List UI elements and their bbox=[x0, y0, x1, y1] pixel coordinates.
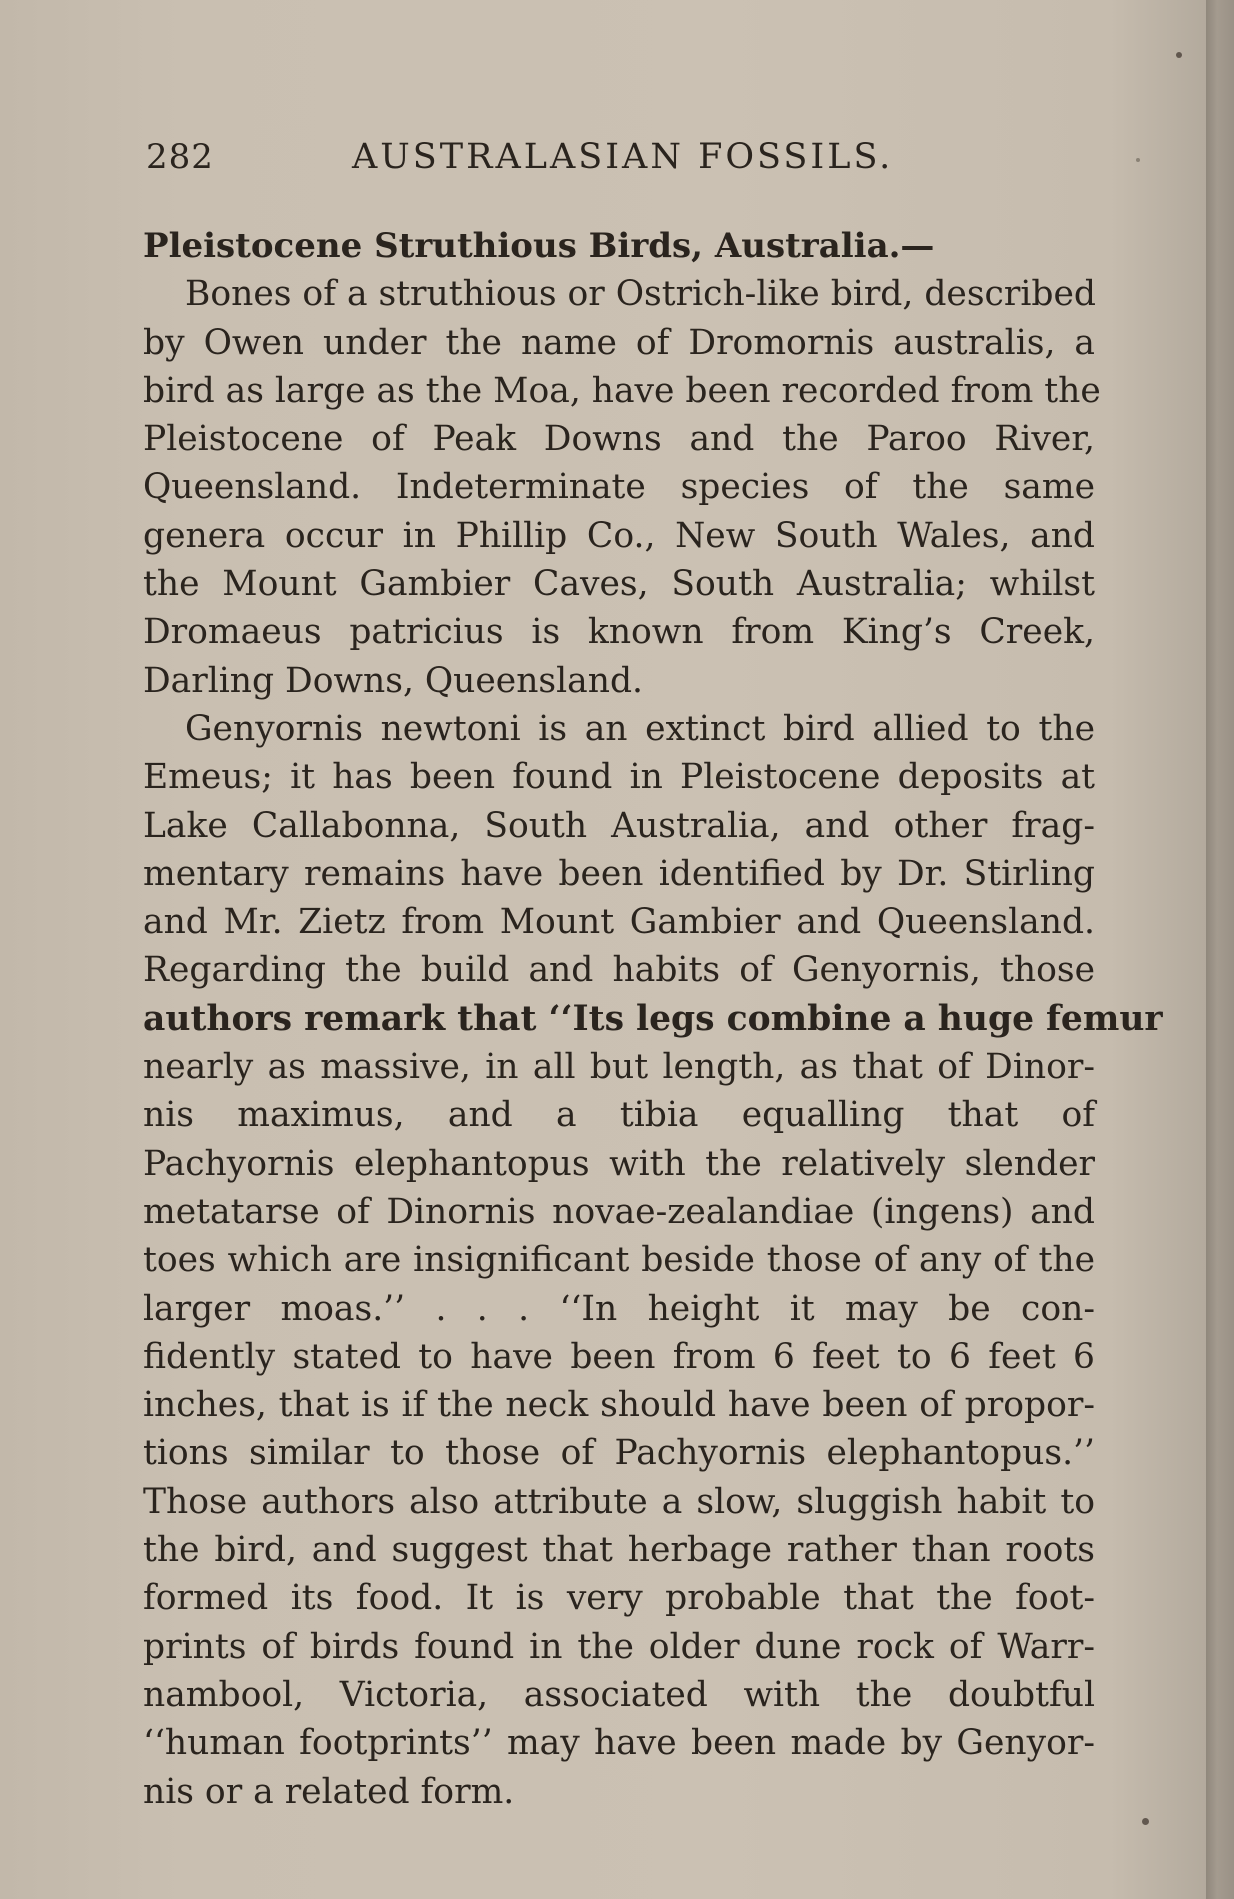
text-line: Lake Callabonna, South Australia, and other frag- bbox=[143, 805, 1095, 846]
page-number: 282 bbox=[146, 137, 214, 177]
text-line: Pachyornis elephantopus with the relatively slender bbox=[143, 1143, 1095, 1184]
text-line: Pleistocene of Peak Downs and the Paroo River, bbox=[143, 419, 1095, 460]
text-line: metatarse of Dinornis novae-zealandiae (ingens) and bbox=[143, 1191, 1095, 1232]
text-line: genera occur in Phillip Co., New South Wales, and bbox=[143, 515, 1095, 556]
text-line: Regarding the build and habits of Genyornis, those bbox=[143, 950, 1095, 991]
running-head bbox=[146, 137, 906, 187]
text-line: Dromaeus patricius is known from King’s Creek, bbox=[143, 612, 1095, 653]
text-line: nis or a related form. bbox=[143, 1771, 515, 1812]
text-line: toes which are insignificant beside those of any of the bbox=[143, 1240, 1095, 1281]
text-line: by Owen under the name of Dromornis australis, a bbox=[143, 322, 1095, 363]
text-line: nambool, Victoria, associated with the doubtful bbox=[143, 1674, 1095, 1715]
text-line: larger moas.’’ . . . ‘‘In height it may be con- bbox=[143, 1288, 1095, 1329]
text-line: fidently stated to have been from 6 feet to 6 feet 6 bbox=[143, 1336, 1095, 1377]
text-line: tions similar to those of Pachyornis elephantopus.’’ bbox=[143, 1433, 1095, 1474]
text-line: bird as large as the Moa, have been recorded from the bbox=[143, 370, 1101, 411]
section-heading: Pleistocene Struthious Birds, Australia.— bbox=[143, 226, 935, 266]
text-line: Genyornis newtoni is an extinct bird allied to the bbox=[185, 708, 1095, 749]
paper-speck bbox=[1136, 158, 1140, 162]
text-line: nis maximus, and a tibia equalling that of bbox=[143, 1095, 1095, 1136]
text-line: Bones of a struthious or Ostrich-like bird, described bbox=[185, 274, 1096, 315]
paper-speck bbox=[1142, 1818, 1149, 1825]
text-line: the Mount Gambier Caves, South Australia; whilst bbox=[143, 564, 1095, 605]
text-line: prints of birds found in the older dune rock of Warr- bbox=[143, 1626, 1095, 1667]
text-line: mentary remains have been identified by Dr. Stirling bbox=[143, 853, 1095, 894]
body-text bbox=[143, 222, 1163, 1816]
text-line: Darling Downs, Queensland. bbox=[143, 660, 644, 701]
text-line: formed its food. It is very probable that the foot- bbox=[143, 1578, 1095, 1619]
text-line: the bird, and suggest that herbage rather than roots bbox=[143, 1530, 1095, 1571]
text-line: Queensland. Indeterminate species of the same bbox=[143, 467, 1095, 508]
text-line: nearly as massive, in all but length, as that of Dinor- bbox=[143, 1047, 1095, 1088]
page-edge bbox=[1206, 0, 1234, 1899]
text-line: Emeus; it has been found in Pleistocene deposits at bbox=[143, 757, 1095, 798]
paper-speck bbox=[1176, 52, 1182, 58]
text-line: and Mr. Zietz from Mount Gambier and Queensland. bbox=[143, 902, 1095, 943]
text-line: authors remark that ‘‘Its legs combine a huge femur bbox=[143, 998, 1163, 1039]
text-line: Those authors also attribute a slow, sluggish habit to bbox=[143, 1481, 1095, 1522]
text-line: ‘‘human footprints’’ may have been made by Genyor- bbox=[143, 1723, 1095, 1764]
text-line: inches, that is if the neck should have been of propor- bbox=[143, 1385, 1095, 1426]
running-head-title: AUSTRALASIAN FOSSILS. bbox=[352, 137, 894, 177]
